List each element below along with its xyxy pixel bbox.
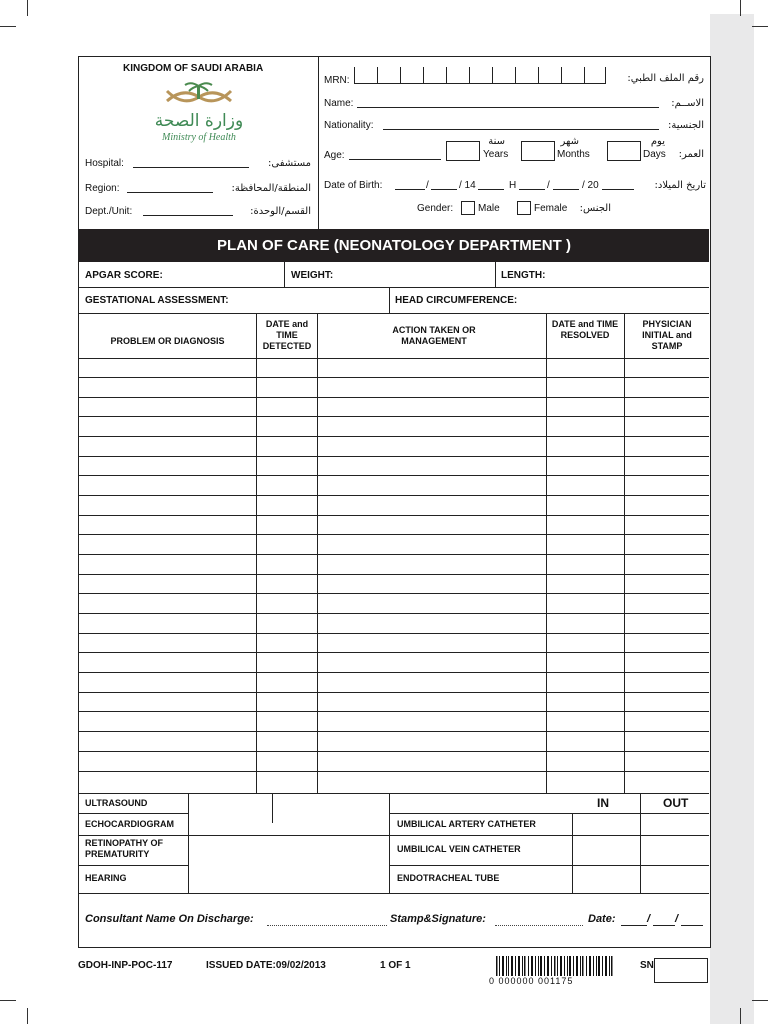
table-row xyxy=(79,574,709,575)
dob-label-ar: تاريخ الميلاد: xyxy=(654,180,706,191)
hearing-label: HEARING xyxy=(85,873,127,883)
date-slash: / xyxy=(647,913,651,925)
gender-label: Gender: xyxy=(417,203,454,214)
sn-label: SN xyxy=(640,960,654,971)
cell-divider xyxy=(495,262,496,287)
table-row xyxy=(79,554,709,555)
table-row xyxy=(79,672,709,673)
dob-hijri-month[interactable] xyxy=(431,189,457,190)
dept-label: Dept./Unit: xyxy=(85,206,133,217)
region-label: Region: xyxy=(85,183,120,194)
male-label: Male xyxy=(478,203,500,214)
table-row xyxy=(79,613,709,614)
date-month-field[interactable] xyxy=(653,925,675,926)
hospital-label: Hospital: xyxy=(85,158,124,169)
table-row xyxy=(79,495,709,496)
gestational-label: GESTATIONAL ASSESSMENT: xyxy=(85,295,229,306)
table-row xyxy=(79,377,709,378)
dob-label: Date of Birth: xyxy=(324,180,383,191)
crop-mark xyxy=(752,26,768,27)
apgar-label: APGAR SCORE: xyxy=(85,270,163,281)
kingdom-label: KINGDOM OF SAUDI ARABIA xyxy=(123,63,264,74)
table-row xyxy=(79,711,709,712)
stamp-field[interactable] xyxy=(495,925,583,926)
table-row xyxy=(79,771,709,772)
mrn-field[interactable] xyxy=(354,67,606,84)
name-label: Name: xyxy=(324,98,354,109)
female-checkbox[interactable] xyxy=(517,201,531,215)
consultant-label: Consultant Name On Discharge: xyxy=(85,913,254,925)
dob-greg-century: / 20 xyxy=(582,180,599,191)
days-label: Days xyxy=(643,149,666,160)
page-number: 1 OF 1 xyxy=(380,960,411,971)
date-slash: / xyxy=(675,913,679,925)
age-label: Age: xyxy=(324,150,345,161)
ultrasound-label: ULTRASOUND xyxy=(85,798,148,808)
table-row xyxy=(79,731,709,732)
hospital-label-ar: مستشفى: xyxy=(268,158,311,169)
problem-table xyxy=(79,313,709,793)
endotracheal-label: ENDOTRACHEAL TUBE xyxy=(397,873,500,883)
umbilical-artery-label: UMBILICAL ARTERY CATHETER xyxy=(397,819,536,829)
crop-mark xyxy=(740,1008,741,1024)
dob-greg-year[interactable] xyxy=(602,189,634,190)
mrn-label: MRN: xyxy=(324,75,350,86)
years-label: Years xyxy=(483,149,509,160)
name-field[interactable] xyxy=(357,107,659,108)
table-row xyxy=(79,515,709,516)
table-row xyxy=(79,416,709,417)
col-header-problem: PROBLEM OR DIAGNOSIS xyxy=(110,336,225,346)
months-box[interactable] xyxy=(521,141,555,161)
crop-mark xyxy=(0,26,16,27)
page-edge-strip xyxy=(710,14,754,1024)
barcode-number: 0 000000 001175 xyxy=(489,976,574,986)
years-box[interactable] xyxy=(446,141,480,161)
table-row xyxy=(79,534,709,535)
date-day-field[interactable] xyxy=(621,925,647,926)
dob-slash: / xyxy=(547,180,550,191)
nationality-label: Nationality: xyxy=(324,120,374,131)
gender-label-ar: الجنس: xyxy=(579,203,611,214)
age-label-ar: العمر: xyxy=(678,149,704,160)
issued-date: ISSUED DATE:09/02/2013 xyxy=(206,960,326,971)
nationality-label-ar: الجنسية: xyxy=(668,120,704,131)
date-label: Date: xyxy=(588,913,616,925)
days-label-ar: يوم xyxy=(650,136,665,147)
table-row xyxy=(79,436,709,437)
length-label: LENGTH: xyxy=(501,270,546,281)
logo-arabic-text: وزارة الصحة xyxy=(154,111,244,131)
form-code: GDOH-INP-POC-117 xyxy=(78,960,173,971)
crop-mark xyxy=(740,0,741,16)
in-label: IN xyxy=(597,796,609,810)
crop-mark xyxy=(27,0,28,16)
mrn-label-ar: رقم الملف الطبي: xyxy=(627,73,704,84)
form-title: PLAN OF CARE (NEONATOLOGY DEPARTMENT ) xyxy=(79,229,709,262)
male-checkbox[interactable] xyxy=(461,201,475,215)
region-field[interactable] xyxy=(127,192,213,193)
crop-mark xyxy=(752,1000,768,1001)
col-header-resolved: DATE and TIME RESOLVED xyxy=(551,319,619,340)
umbilical-vein-label: UMBILICAL VEIN CATHETER xyxy=(397,844,521,854)
retinopathy-label: RETINOPATHY OF PREMATURITY xyxy=(85,838,164,859)
table-row xyxy=(79,751,709,752)
dob-hijri-day[interactable] xyxy=(395,189,425,190)
months-label-ar: شهر xyxy=(560,136,579,147)
echocardiogram-label: ECHOCARDIOGRAM xyxy=(85,819,174,829)
moh-logo-icon xyxy=(159,79,239,109)
dob-greg-month[interactable] xyxy=(553,189,579,190)
hospital-field[interactable] xyxy=(133,167,249,168)
crop-mark xyxy=(0,1000,16,1001)
dept-field[interactable] xyxy=(143,215,233,216)
care-plan-form xyxy=(78,56,711,948)
dob-hijri-year[interactable] xyxy=(478,189,504,190)
col-header-detected: DATE and TIME DETECTED xyxy=(262,319,312,351)
age-field[interactable] xyxy=(349,159,441,160)
table-row xyxy=(79,633,709,634)
years-label-ar: سنة xyxy=(488,136,505,147)
dob-slash: / xyxy=(426,180,429,191)
weight-label: WEIGHT: xyxy=(291,270,334,281)
row-divider xyxy=(79,287,709,288)
table-row xyxy=(79,397,709,398)
table-row xyxy=(79,475,709,476)
region-label-ar: المنطقة/المحافظة: xyxy=(231,183,311,194)
consultant-field[interactable] xyxy=(267,925,387,926)
table-row xyxy=(79,593,709,594)
col-header-physician: PHYSICIAN INITIAL and STAMP xyxy=(642,319,692,351)
cell-divider xyxy=(284,262,285,287)
section-divider xyxy=(79,893,709,894)
date-year-field[interactable] xyxy=(681,925,703,926)
name-label-ar: الاســم: xyxy=(671,98,704,109)
dept-label-ar: القسم/الوحدة: xyxy=(250,206,311,217)
table-row xyxy=(79,456,709,457)
nationality-field[interactable] xyxy=(383,129,659,130)
table-row xyxy=(79,652,709,653)
logo-english-text: Ministry of Health xyxy=(162,132,236,143)
col-header-action: ACTION TAKEN OR MANAGEMENT xyxy=(392,325,476,346)
dob-hijri-century: / 14 xyxy=(459,180,476,191)
head-circumference-label: HEAD CIRCUMFERENCE: xyxy=(395,295,518,306)
barcode-icon xyxy=(496,956,614,976)
tests-grid xyxy=(79,793,709,893)
sn-field[interactable] xyxy=(654,958,708,983)
cell-divider xyxy=(389,287,390,313)
months-label: Months xyxy=(557,149,590,160)
header-divider xyxy=(318,57,319,229)
stamp-label: Stamp&Signature: xyxy=(390,913,486,925)
out-label: OUT xyxy=(663,796,689,810)
female-label: Female xyxy=(534,203,568,214)
table-row xyxy=(79,692,709,693)
crop-mark xyxy=(27,1008,28,1024)
days-box[interactable] xyxy=(607,141,641,161)
dob-greg-day[interactable] xyxy=(519,189,545,190)
dob-hijri-marker: H xyxy=(509,180,517,191)
